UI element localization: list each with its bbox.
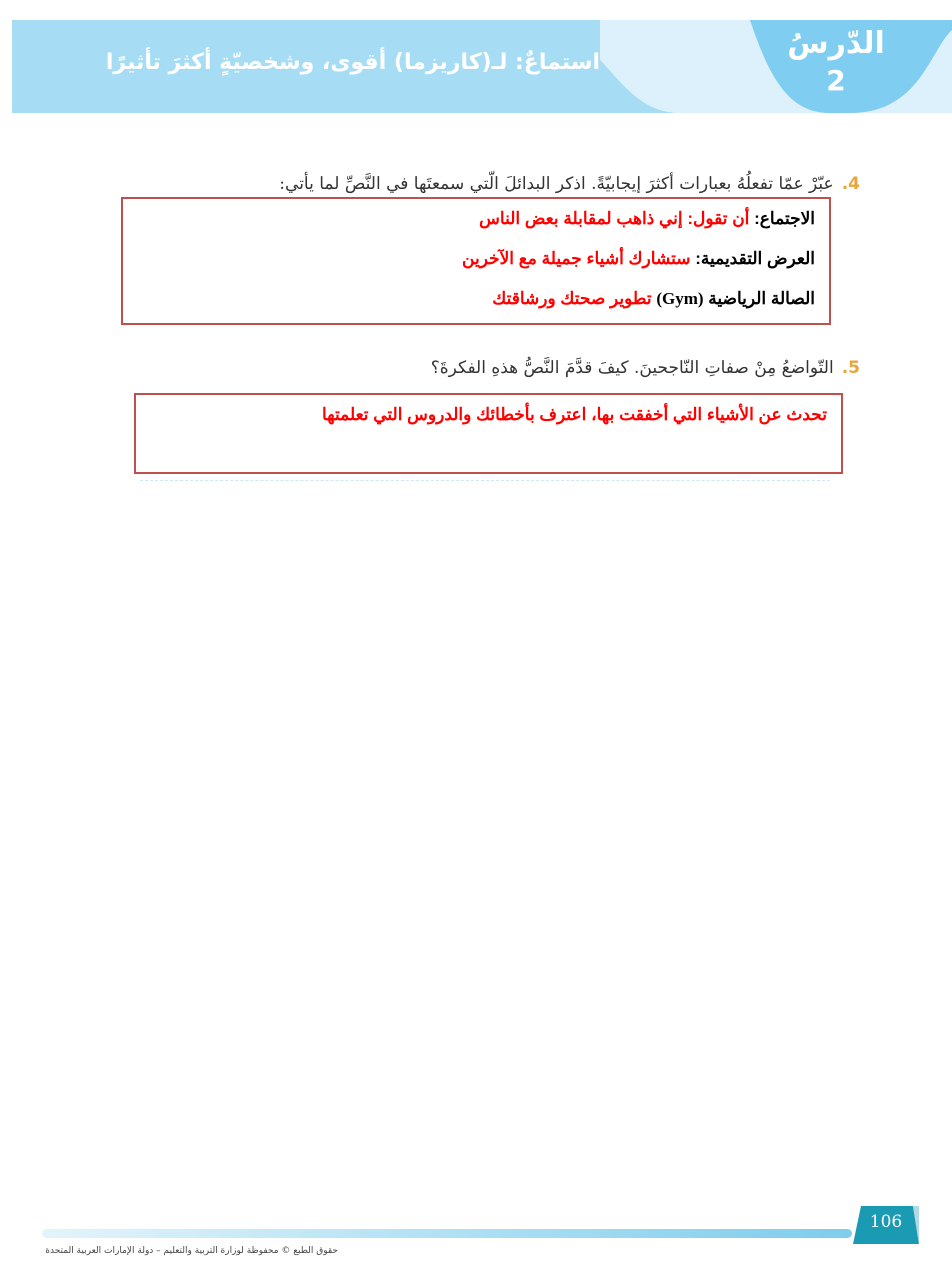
question-4 — [279, 174, 860, 194]
question-5-number: 5. — [841, 358, 860, 378]
answer-line-meeting — [479, 209, 815, 229]
divider-line — [140, 480, 830, 481]
question-4-number: 4. — [841, 174, 860, 194]
answer-line-presentation — [462, 249, 815, 269]
answer-label-meeting: الاجتماع: — [749, 209, 815, 228]
answer-text-gym: تطوير صحتك ورشاقتك — [492, 289, 657, 308]
answer-text-meeting: أن تقول: إني ذاهب لمقابلة بعض الناس — [479, 209, 750, 228]
answer-label-gym: الصالة الرياضية — [703, 289, 815, 308]
lesson-title: استماعٌ: لـ(كاريزما) أقوى، وشخصيّةٍ أكثرَ تأثيرًا — [105, 50, 600, 75]
question-5-text: التّواضعُ مِنْ صفاتِ النّاجحينَ. كيفَ قدَّمَ النَّصُّ هذهِ الفكرةَ؟ — [430, 358, 834, 378]
lesson-label: الدّرسُ — [787, 26, 885, 61]
footer-bar — [42, 1229, 852, 1238]
answer-text-humility: تحدث عن الأشياء التي أخفقت بها، اعترف بأخطائك والدروس التي تعلمتها — [321, 405, 827, 424]
answer-label-gym-en: (Gym) — [656, 289, 704, 308]
question-5 — [431, 358, 860, 378]
answer-line-gym — [492, 289, 815, 309]
question-4-text: عبّرْ عمّا تفعلُهُ بعبارات أكثرَ إيجابيّةً. اذكر البدائلَ الّتي سمعتَها في النَّصِّ لما يأتي: — [279, 174, 834, 194]
answer-box-4 — [121, 197, 831, 325]
answer-box-5 — [134, 393, 843, 474]
answer-label-presentation: العرض التقديمية: — [690, 249, 815, 268]
lesson-number: 2 — [826, 64, 846, 97]
answer-text-presentation: ستشارك أشياء جميلة مع الآخرين — [462, 249, 691, 268]
header-wave-decoration — [600, 20, 952, 113]
copyright-text: حقوق الطبع © محفوظة لوزارة التربية والتعليم – دولة الإمارات العربية المتحدة — [45, 1246, 338, 1256]
page-number: 106 — [869, 1212, 903, 1232]
